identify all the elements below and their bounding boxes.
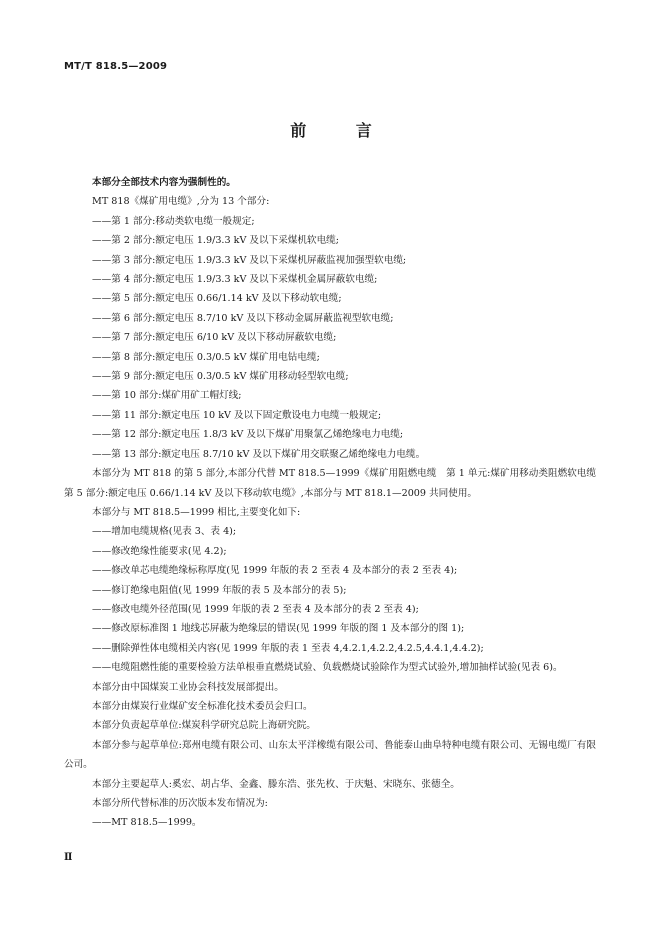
part-list-item: ——第 10 部分:煤矿用矿工帽灯线;	[92, 390, 242, 402]
change-list-item: ——电缆阻燃性能的重要检验方法单根垂直燃烧试验、负载燃烧试验除作为型式试验外,增加抽样试验(见表 6)。	[92, 662, 563, 674]
part-list-item: ——第 6 部分:额定电压 8.7/10 kV 及以下移动金属屏蔽监视型软电缆;	[92, 312, 394, 324]
change-list-item: ——修改原标准图 1 地线芯屏蔽为绝缘层的错误(见 1999 年版的图 1 及本部分的图 1);	[92, 623, 465, 635]
history-intro: 本部分所代替标准的历次版本发布情况为:	[92, 798, 268, 809]
replacement-paragraph: 本部分为 MT 818 的第 5 部分,本部分代替 MT 818.5—1999《煤矿用阻燃电缆 第 1 单元:煤矿用移动类阻燃软电缆 第 5 部分:额定电压 0.66/1.14 kV 及以下移动软电缆》,本部分与 MT 818.1—2009 共同使用。	[64, 468, 606, 499]
main-drafters: 本部分主要起草人:奚宏、胡占华、金鑫、滕东浩、张先枚、于庆魁、宋晓东、张德全。	[92, 778, 460, 790]
mandatory-statement: 本部分全部技术内容为强制性的。	[92, 177, 236, 188]
parts-list	[64, 212, 596, 464]
history-list-item: ——MT 818.5—1999。	[92, 817, 202, 829]
part-list-item: ——第 13 部分:额定电压 8.7/10 kV 及以下煤矿用交联聚乙烯绝缘电力电缆。	[92, 448, 426, 460]
changes-list	[64, 522, 596, 677]
document-id: MT/T 818.5—2009	[64, 61, 168, 72]
part-list-item: ——第 1 部分:移动类软电缆一般规定;	[92, 215, 255, 227]
change-list-item: ——删除弹性体电缆相关内容(见 1999 年版的表 1 至表 4,4.2.1,4.2.2,4.2.5,4.4.1,4.4.2);	[92, 642, 484, 654]
change-list-item: ——修改电缆外径范围(见 1999 年版的表 2 至表 4 及本部分的表 2 至表 4);	[92, 603, 419, 615]
foreword-body	[64, 173, 606, 833]
drafting-unit: 本部分负责起草单位:煤炭科学研究总院上海研究院。	[92, 720, 316, 732]
proposed-by: 本部分由中国煤炭工业协会科技发展部提出。	[92, 681, 284, 693]
part-list-item: ——第 3 部分:额定电压 1.9/3.3 kV 及以下采煤机屏蔽监视加强型软电缆;	[92, 254, 407, 266]
page-number: Ⅱ	[64, 852, 73, 863]
changes-intro: 本部分与 MT 818.5—1999 相比,主要变化如下:	[92, 506, 301, 518]
part-list-item: ——第 12 部分:额定电压 1.8/3 kV 及以下煤矿用聚氯乙烯绝缘电力电缆;	[92, 429, 404, 441]
history-list	[64, 813, 596, 832]
part-list-item: ——第 5 部分:额定电压 0.66/1.14 kV 及以下移动软电缆;	[92, 293, 342, 305]
centralized-by: 本部分由煤炭行业煤矿安全标准化技术委员会归口。	[92, 700, 313, 712]
part-list-item: ——第 8 部分:额定电压 0.3/0.5 kV 煤矿用电钻电缆;	[92, 351, 320, 363]
change-list-item: ——修改绝缘性能要求(见 4.2);	[92, 545, 227, 557]
participating-units: 本部分参与起草单位:郑州电缆有限公司、山东太平洋橡缆有限公司、鲁能泰山曲阜特种电缆有限公司、无锡电缆厂有限公司。	[64, 739, 596, 771]
change-list-item: ——修改单芯电缆绝缘标称厚度(见 1999 年版的表 2 至表 4 及本部分的表 2 至表 4);	[92, 565, 458, 577]
page-title: 前 言	[290, 121, 394, 140]
change-list-item: ——增加电缆规格(见表 3、表 4);	[92, 526, 237, 538]
part-list-item: ——第 11 部分:额定电压 10 kV 及以下固定敷设电力电缆一般规定;	[92, 409, 382, 421]
change-list-item: ——修订绝缘电阻值(见 1999 年版的表 5 及本部分的表 5);	[92, 584, 347, 596]
part-list-item: ——第 4 部分:额定电压 1.9/3.3 kV 及以下采煤机金属屏蔽软电缆;	[92, 274, 378, 286]
part-list-item: ——第 2 部分:额定电压 1.9/3.3 kV 及以下采煤机软电缆;	[92, 235, 339, 247]
part-list-item: ——第 7 部分:额定电压 6/10 kV 及以下移动屏蔽软电缆;	[92, 332, 337, 344]
series-intro: MT 818《煤矿用电缆》,分为 13 个部分:	[92, 196, 270, 208]
part-list-item: ——第 9 部分:额定电压 0.3/0.5 kV 煤矿用移动轻型软电缆;	[92, 371, 349, 383]
